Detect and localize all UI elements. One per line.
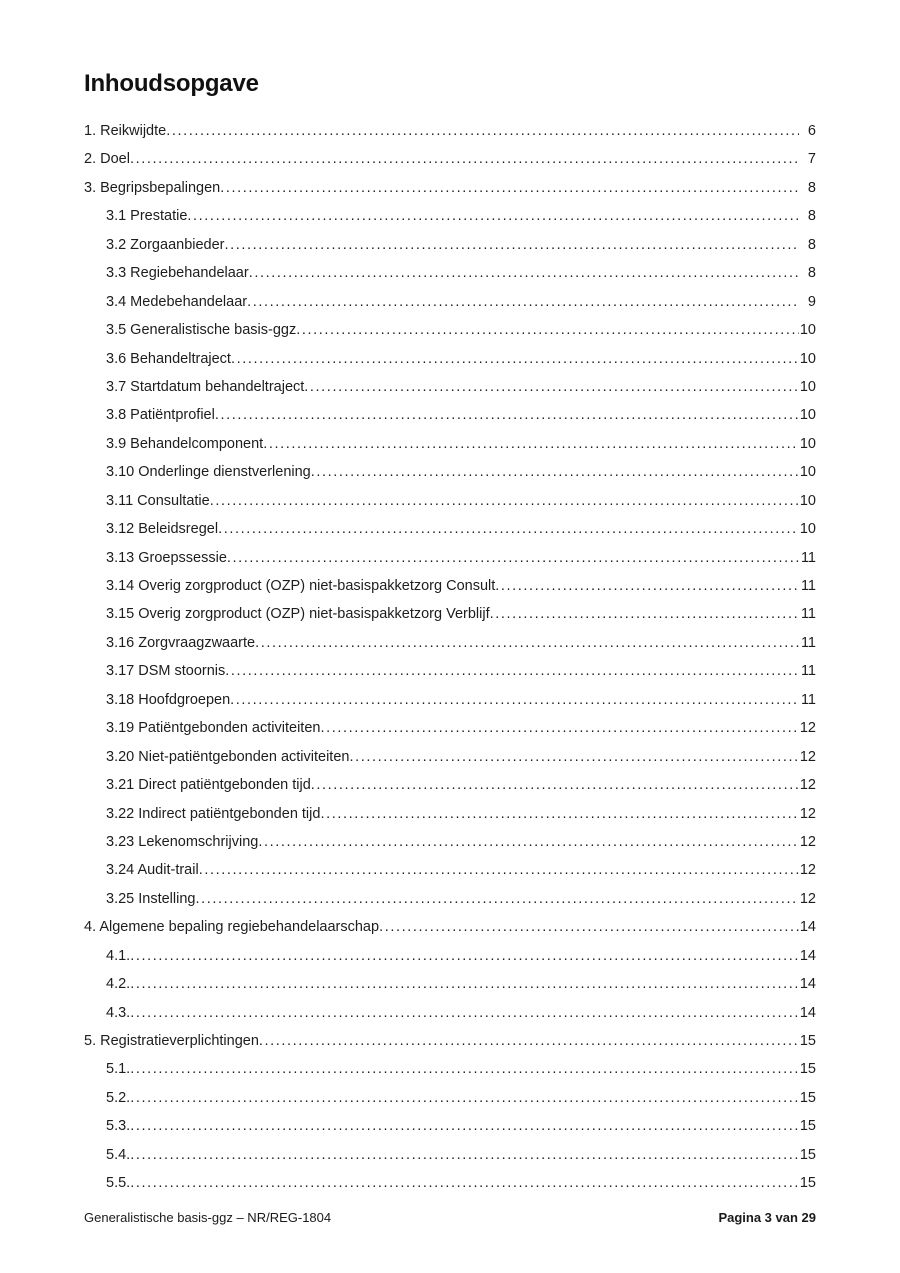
toc-entry[interactable]	[84, 1091, 816, 1107]
toc-leader-dots	[231, 353, 799, 367]
toc-entry-page: 10	[799, 464, 816, 481]
toc-entry-label: 4.2.	[106, 976, 131, 993]
toc-entry[interactable]	[84, 835, 816, 851]
page-footer	[84, 1210, 816, 1225]
toc-entry-label: 3.1 Prestatie	[106, 208, 188, 225]
toc-entry[interactable]	[84, 863, 816, 879]
toc-entry[interactable]	[84, 1176, 816, 1192]
toc-entry-page: 15	[799, 1033, 816, 1049]
toc-entry-page: 8	[807, 208, 816, 225]
toc-leader-dots	[130, 1008, 799, 1022]
toc-leader-dots	[187, 211, 799, 225]
toc-entry-label: 3.11 Consultatie	[106, 492, 210, 509]
toc-leader-dots	[130, 979, 799, 993]
toc-entry[interactable]	[84, 209, 816, 225]
toc-entry-page: 14	[799, 919, 816, 936]
toc-leader-dots	[215, 410, 799, 424]
toc-entry-label: 5.2.	[106, 1089, 131, 1106]
toc-entry-page: 15	[799, 1175, 816, 1192]
footer-document-reference: Generalistische basis-ggz – NR/REG-1804	[84, 1210, 332, 1225]
toc-entry[interactable]	[84, 1034, 816, 1050]
toc-entry[interactable]	[84, 352, 816, 368]
toc-leader-dots	[218, 524, 799, 538]
toc-entry[interactable]	[84, 892, 816, 908]
toc-entry-label: 3.4 Medebehandelaar	[106, 293, 248, 310]
toc-entry[interactable]	[84, 721, 816, 737]
toc-leader-dots	[259, 1036, 799, 1050]
toc-entry-page: 9	[807, 293, 816, 310]
toc-entry[interactable]	[84, 579, 816, 595]
toc-entry-label: 3.15 Overig zorgproduct (OZP) niet-basispakketzorg Verblijf	[106, 606, 490, 623]
toc-leader-dots	[320, 723, 798, 737]
toc-entry[interactable]	[84, 295, 816, 311]
toc-entry-page: 15	[799, 1089, 816, 1106]
toc-entry-page: 10	[799, 350, 816, 367]
toc-entry[interactable]	[84, 664, 816, 680]
toc-entry[interactable]	[84, 949, 816, 965]
toc-leader-dots	[320, 808, 798, 822]
toc-entry-page: 12	[799, 890, 816, 907]
toc-entry-label: 5.4.	[106, 1146, 131, 1163]
toc-entry-label: 1. Reikwijdte	[84, 123, 167, 139]
toc-leader-dots	[130, 1064, 799, 1078]
toc-entry[interactable]	[84, 522, 816, 538]
toc-entry-page: 12	[799, 805, 816, 822]
toc-leader-dots	[130, 951, 799, 965]
toc-entry[interactable]	[84, 551, 816, 567]
toc-entry-label: 3.9 Behandelcomponent	[106, 435, 264, 452]
toc-entry[interactable]	[84, 977, 816, 993]
toc-entry[interactable]	[84, 750, 816, 766]
toc-leader-dots	[130, 1178, 799, 1192]
toc-entry-label: 3.24 Audit-trail	[106, 862, 199, 879]
toc-entry-label: 3.6 Behandeltraject	[106, 350, 231, 367]
toc-entry-label: 5.5.	[106, 1175, 131, 1192]
toc-entry-page: 10	[799, 521, 816, 538]
toc-entry-label: 4. Algemene bepaling regiebehandelaarschap	[84, 919, 380, 936]
toc-entry-page: 6	[807, 123, 816, 139]
toc-leader-dots	[220, 183, 799, 197]
toc-entry-page: 14	[799, 976, 816, 993]
toc-entry[interactable]	[84, 380, 816, 396]
toc-leader-dots	[210, 496, 799, 510]
toc-entry-label: 3.17 DSM stoornis	[106, 663, 226, 680]
toc-entry-page: 15	[799, 1118, 816, 1135]
table-of-contents	[84, 124, 816, 1192]
toc-entry-label: 3.10 Onderlinge dienstverlening	[106, 464, 311, 481]
toc-leader-dots	[225, 240, 800, 254]
toc-entry-page: 10	[799, 492, 816, 509]
toc-entry[interactable]	[84, 152, 816, 168]
toc-leader-dots	[296, 325, 799, 339]
toc-leader-dots	[166, 126, 799, 140]
toc-entry-page: 7	[807, 151, 816, 168]
toc-entry-label: 3.25 Instelling	[106, 890, 196, 907]
toc-entry-page: 12	[799, 748, 816, 765]
toc-entry-label: 3.16 Zorgvraagzwaarte	[106, 634, 256, 651]
toc-entry[interactable]	[84, 807, 816, 823]
toc-leader-dots	[130, 1121, 799, 1135]
toc-entry[interactable]	[84, 1148, 816, 1164]
toc-entry-label: 3.19 Patiëntgebonden activiteiten	[106, 720, 321, 737]
toc-leader-dots	[258, 837, 799, 851]
toc-leader-dots	[249, 268, 799, 282]
toc-entry[interactable]	[84, 778, 816, 794]
toc-entry[interactable]	[84, 693, 816, 709]
toc-entry-page: 14	[799, 1004, 816, 1021]
toc-leader-dots	[263, 439, 799, 453]
toc-entry-label: 3.2 Zorgaanbieder	[106, 236, 225, 253]
toc-entry[interactable]	[84, 408, 816, 424]
toc-entry-label: 3.12 Beleidsregel	[106, 521, 219, 538]
toc-entry-page: 14	[799, 947, 816, 964]
toc-entry-label: 3.13 Groepssessie	[106, 549, 227, 566]
toc-leader-dots	[255, 638, 799, 652]
toc-entry-label: 4.1.	[106, 947, 131, 964]
toc-entry[interactable]	[84, 323, 816, 339]
toc-leader-dots	[225, 666, 799, 680]
toc-entry-page: 11	[800, 549, 816, 566]
toc-entry-page: 8	[807, 179, 816, 196]
toc-entry-page: 11	[800, 663, 816, 680]
toc-entry-label: 5.1.	[106, 1061, 131, 1078]
toc-entry[interactable]	[84, 920, 816, 936]
toc-entry-label: 4.3.	[106, 1004, 131, 1021]
toc-entry[interactable]	[84, 1006, 816, 1022]
toc-entry[interactable]	[84, 238, 816, 254]
toc-entry[interactable]	[84, 607, 816, 623]
toc-entry-label: 3.3 Regiebehandelaar	[106, 265, 249, 282]
toc-entry-page: 10	[799, 435, 816, 452]
toc-entry-page: 15	[799, 1146, 816, 1163]
toc-leader-dots	[195, 894, 798, 908]
page-title: Inhoudsopgave	[84, 70, 259, 97]
toc-leader-dots	[311, 467, 799, 481]
page-content	[84, 70, 816, 1205]
toc-entry-label: 3.20 Niet-patiëntgebonden activiteiten	[106, 748, 350, 765]
toc-entry[interactable]	[84, 494, 816, 510]
toc-entry-label: 3.14 Overig zorgproduct (OZP) niet-basispakketzorg Consult	[106, 578, 496, 594]
toc-entry-label: 2. Doel	[84, 151, 130, 168]
toc-leader-dots	[247, 297, 799, 311]
toc-entry-page: 12	[799, 777, 816, 794]
toc-entry-page: 11	[800, 634, 816, 651]
toc-entry[interactable]	[84, 266, 816, 282]
toc-entry-label: 3.21 Direct patiëntgebonden tijd	[106, 777, 311, 794]
toc-leader-dots	[311, 780, 799, 794]
toc-leader-dots	[490, 609, 799, 623]
toc-entry[interactable]	[84, 1119, 816, 1135]
toc-entry[interactable]	[84, 124, 816, 140]
toc-entry-label: 3.5 Generalistische basis-ggz	[106, 322, 297, 339]
toc-leader-dots	[130, 154, 799, 168]
toc-entry-page: 15	[799, 1061, 816, 1078]
toc-entry-label: 5. Registratieverplichtingen	[84, 1033, 259, 1049]
toc-entry-label: 3.18 Hoofdgroepen	[106, 691, 231, 708]
toc-leader-dots	[349, 752, 798, 766]
toc-entry-page: 12	[799, 720, 816, 737]
toc-entry-label: 3.23 Lekenomschrijving	[106, 833, 259, 850]
toc-entry-page: 11	[800, 606, 816, 623]
toc-entry-label: 3.8 Patiëntprofiel	[106, 407, 215, 424]
toc-leader-dots	[130, 1093, 799, 1107]
toc-entry-page: 10	[799, 322, 816, 339]
toc-entry[interactable]	[84, 1062, 816, 1078]
toc-leader-dots	[304, 382, 799, 396]
footer-page-number: Pagina 3 van 29	[718, 1210, 816, 1225]
toc-leader-dots	[379, 922, 799, 936]
toc-entry[interactable]	[84, 636, 816, 652]
toc-entry-page: 8	[807, 236, 816, 253]
toc-entry-label: 3.22 Indirect patiëntgebonden tijd	[106, 805, 321, 822]
toc-entry-page: 11	[800, 578, 816, 594]
toc-entry-label: 3.7 Startdatum behandeltraject	[106, 378, 305, 395]
toc-leader-dots	[227, 553, 799, 567]
toc-entry-page: 12	[799, 862, 816, 879]
toc-entry[interactable]	[84, 437, 816, 453]
toc-entry-page: 8	[807, 265, 816, 282]
toc-leader-dots	[495, 581, 799, 595]
toc-leader-dots	[199, 865, 799, 879]
toc-entry[interactable]	[84, 465, 816, 481]
toc-entry[interactable]	[84, 181, 816, 197]
toc-entry-page: 12	[799, 833, 816, 850]
toc-entry-label: 3. Begripsbepalingen	[84, 179, 221, 196]
toc-entry-page: 10	[799, 378, 816, 395]
toc-entry-page: 10	[799, 407, 816, 424]
toc-entry-page: 11	[800, 691, 816, 708]
toc-entry-label: 5.3.	[106, 1118, 131, 1135]
toc-leader-dots	[130, 1150, 799, 1164]
toc-leader-dots	[230, 695, 799, 709]
